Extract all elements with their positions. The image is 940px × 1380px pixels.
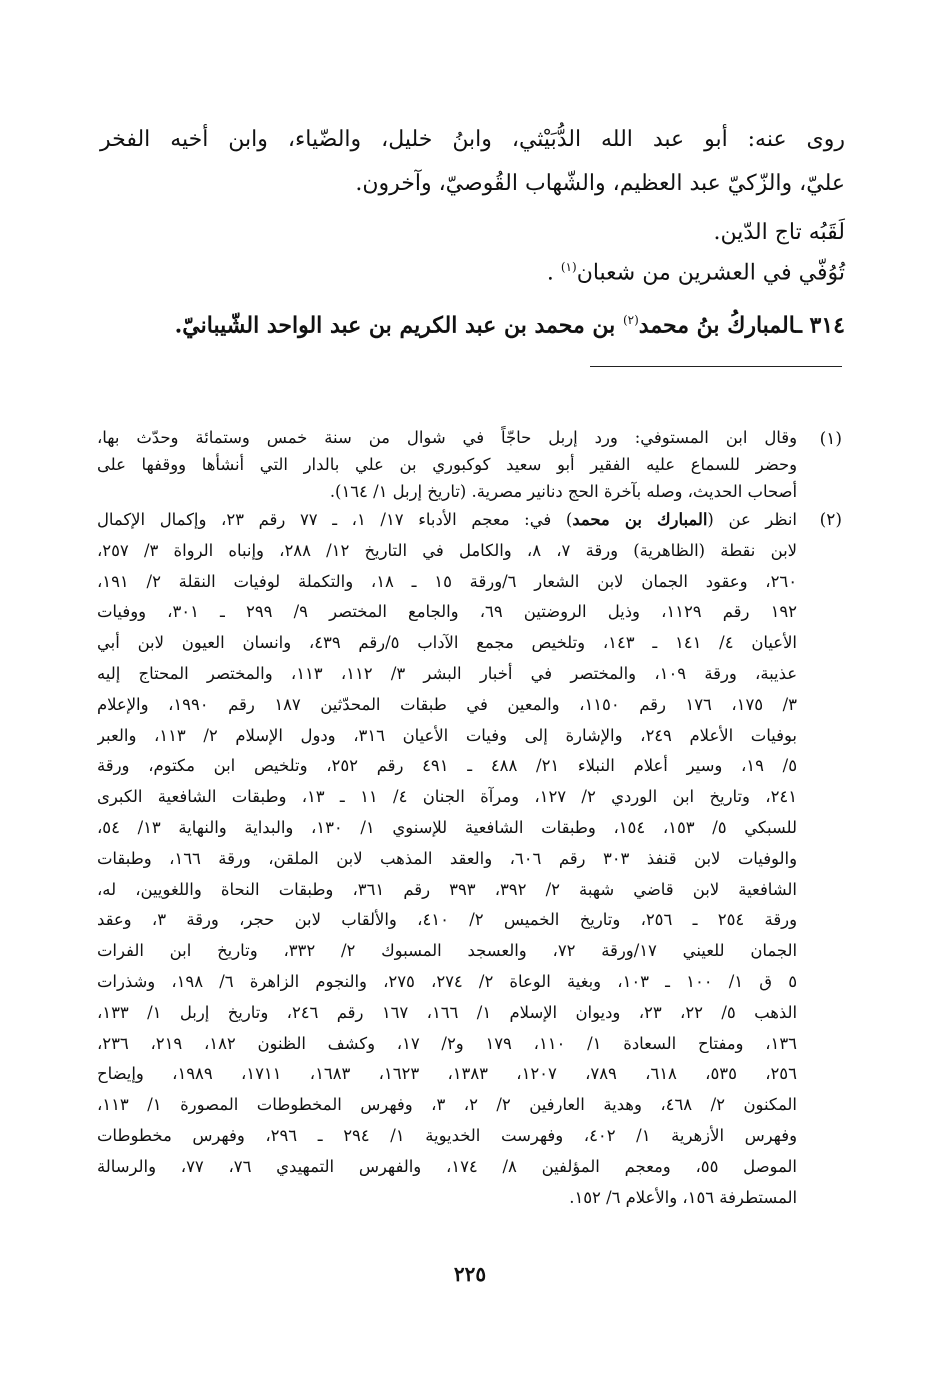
footnote-separator — [590, 366, 842, 367]
footnote-2 — [97, 505, 842, 1213]
text-line: لَقَبُه تاج الدّين. — [713, 220, 845, 245]
footnote-line: الشافعية لابن قاضي شهبة ٢/ ٣٩٢، ٣٩٣ رقم ٣٦١، وطبقات النحاة واللغويين، له، — [97, 879, 797, 899]
footnote-ref[interactable]: (١) — [560, 260, 577, 274]
footnote-line: بوفيات الأعلام ٢٤٩، والإشارة إلى وفيات الأعيان ٣١٦، ودول الإسلام ٢/ ١١٣، والعبر — [97, 725, 797, 745]
text-line: تُوُفّي في العشرين من شعبان$^{(١)}$ . — [546, 260, 845, 286]
text-segment: انظر عن ( — [707, 510, 797, 529]
footnote-ref[interactable]: (٢) — [622, 313, 639, 327]
bold-name: المبارك بن محمد — [572, 510, 708, 529]
page-number: ٢٢٥ — [453, 1262, 487, 1286]
footnote-line: أصحاب الحديث، وصله بآخرة الحج دنانير مصرية. (تاريخ إربل ١/ ١٦٤). — [329, 482, 797, 501]
footnote-line: والوفيات لابن قنفذ ٣٠٣ رقم ٦٠٦، والعقد المذهب لابن الملقن، ورقة ١٦٦، وطبقات — [97, 848, 797, 868]
footnote-line: ٢٤١، وتاريخ ابن الوردي ٢/ ١٢٧، ومرآة الجنان ٤/ ١١ ـ ١٣، وطبقات الشافعية الكبرى — [97, 787, 797, 807]
footnote-line: للسبكي ٥/ ١٥٣، ١٥٤، وطبقات الشافعية للإسنوي ١/ ١٣٠، والبداية والنهاية ١٣/ ٥٤، — [97, 817, 797, 837]
footnote-number: (١) — [819, 429, 842, 449]
footnote-line: وفهرس الأزهرية ١/ ٤٠٢، وفهرست الخديوية ١/ ٢٩٤ ـ ٢٩٦، وفهرس مخطوطات — [97, 1125, 797, 1145]
footnote-line: ٢٦٠، وعقود الجمان لابن الشعار ٦/ورقة ١٥ ـ ١٨، والتكملة لوفيات النقلة ٢/ ١٩١، — [97, 571, 797, 591]
footnote-line: عذيبة، ورقة ١٠٩، والمختصر في أخبار البشر ٣/ ١١٢، ١١٣، والمختصر المحتاج إليه — [97, 663, 797, 683]
text-segment: ) في: معجم الأدباء ١٧/ ١، ـ ٧٧ رقم ٢٣، وإكمال الإكمال — [97, 510, 573, 529]
footnote-number: (٢) — [819, 510, 842, 530]
footnote-line — [97, 505, 797, 536]
footnote-line: ورقة ٢٥٤ ـ ٢٥٦، وتاريخ الخميس ٢/ ٤١٠، والألقاب لابن حجر، ورقة ٣، وعقد — [97, 910, 797, 930]
entry-heading — [100, 298, 845, 347]
footnote-line: ٥ ق ١/ ١٠٠ ـ ١٠٣، وبغية الوعاة ٢/ ٢٧٤، ٢٧٥، والنجوم الزاهرة ٦/ ١٩٨، وشذرات — [97, 971, 797, 991]
footnote-line: وقال ابن المستوفي: ورد إربل حاجّاً في شوال من سنة خمس وستمائة وحدّث بها، — [97, 428, 797, 447]
text-segment: تُوُفّي في العشرين من شعبان — [576, 260, 845, 286]
footnote-line: وحضر للسماع عليه الفقير أبو سعيد كوكبوري بن علي بالدار التي أنشأها ووقفها على — [97, 455, 797, 474]
footnote-line: المكنون ٢/ ٤٦٨، وهدية العارفين ٢/ ٢، ٣، وفهرس المخطوطات المصورة ١/ ١١٣، — [97, 1095, 797, 1115]
footnote-line: الموصل ٥٥، ومعجم المؤلفين ٨/ ١٧٤، والفهرس التمهيدي ٧٦، ٧٧، والرسالة — [97, 1156, 797, 1176]
entry-lineage: بن محمد بن عبد الكريم بن عبد الواحد الشّيبانيّ. — [174, 312, 616, 339]
main-text — [100, 118, 845, 347]
footnote-line: ٢٥٦، ٥٣٥، ٦١٨، ٧٨٩، ١٢٠٧، ١٣٨٣، ١٦٢٣، ١٦٨٣، ١٧١١، ١٩٨٩، وإيضاح — [97, 1064, 797, 1084]
footnote-line: الجمان للعيني ١٧/ورقة ٧٢، والعسجد المسبوك ٢/ ٣٣٢، وتاريخ ابن الفرات — [97, 941, 797, 961]
text-line: روى عنه: أبو عبد الله الدُّبَيْثي، وابنُ خليل، والضّياء، وابن أخيه الفخر — [100, 127, 845, 152]
footnote-line: الذهب ٥/ ٢٢، ٢٣، وديوان الإسلام ١/ ١٦٦، ١٦٧ رقم ٢٤٦، وتاريخ إربل ١/ ١٣٣، — [97, 1002, 797, 1022]
footnote-1 — [97, 424, 842, 505]
footnotes — [97, 424, 842, 1213]
text-line: عليّ، والزّكيّ عبد العظيم، والشّهاب القُوصيّ، وآخرون. — [355, 171, 845, 196]
footnote-line: ٥/ ١٩، وسير أعلام النبلاء ٢١/ ٤٨٨ ـ ٤٩١ رقم ٢٥٢، وتلخيص ابن مكتوم، ورقة — [97, 756, 797, 776]
footnote-line: ٣/ ١٧٥، ١٧٦ رقم ١١٥٠، والمعين في طبقات المحدّثين ١٨٧ رقم ١٩٩٠، والإعلام — [97, 694, 797, 714]
footnote-line: المستطرفة ١٥٦، والأعلام ٦/ ١٥٢. — [569, 1187, 797, 1207]
footnote-line: ١٣٦، ومفتاح السعادة ١/ ١١٠، ١٧٩ و٢/ ١٧، وكشف الظنون ١٨٢، ٢١٩، ٢٣٦، — [97, 1033, 797, 1053]
entry-name: المباركُ بنُ محمد — [638, 312, 796, 339]
entry-number: ٣١٤ ـ — [795, 312, 845, 339]
footnote-line: لابن نقطة (الظاهرية) ورقة ٧، ٨، والكامل في التاريخ ١٢/ ٢٨٨، وإنباه الرواة ٣/ ٢٥٧، — [97, 540, 797, 560]
footnote-line: ١٩٢ رقم ١١٢٩، وذيل الروضتين ٦٩، والجامع المختصر ٩/ ٢٩٩ ـ ٣٠١، ووفيات — [97, 602, 797, 622]
footnote-line: الأعيان ٤/ ١٤١ ـ ١٤٣، وتلخيص مجمع الآداب ٥/رقم ٤٣٩، وانسان العيون لابن أبي — [97, 633, 797, 653]
